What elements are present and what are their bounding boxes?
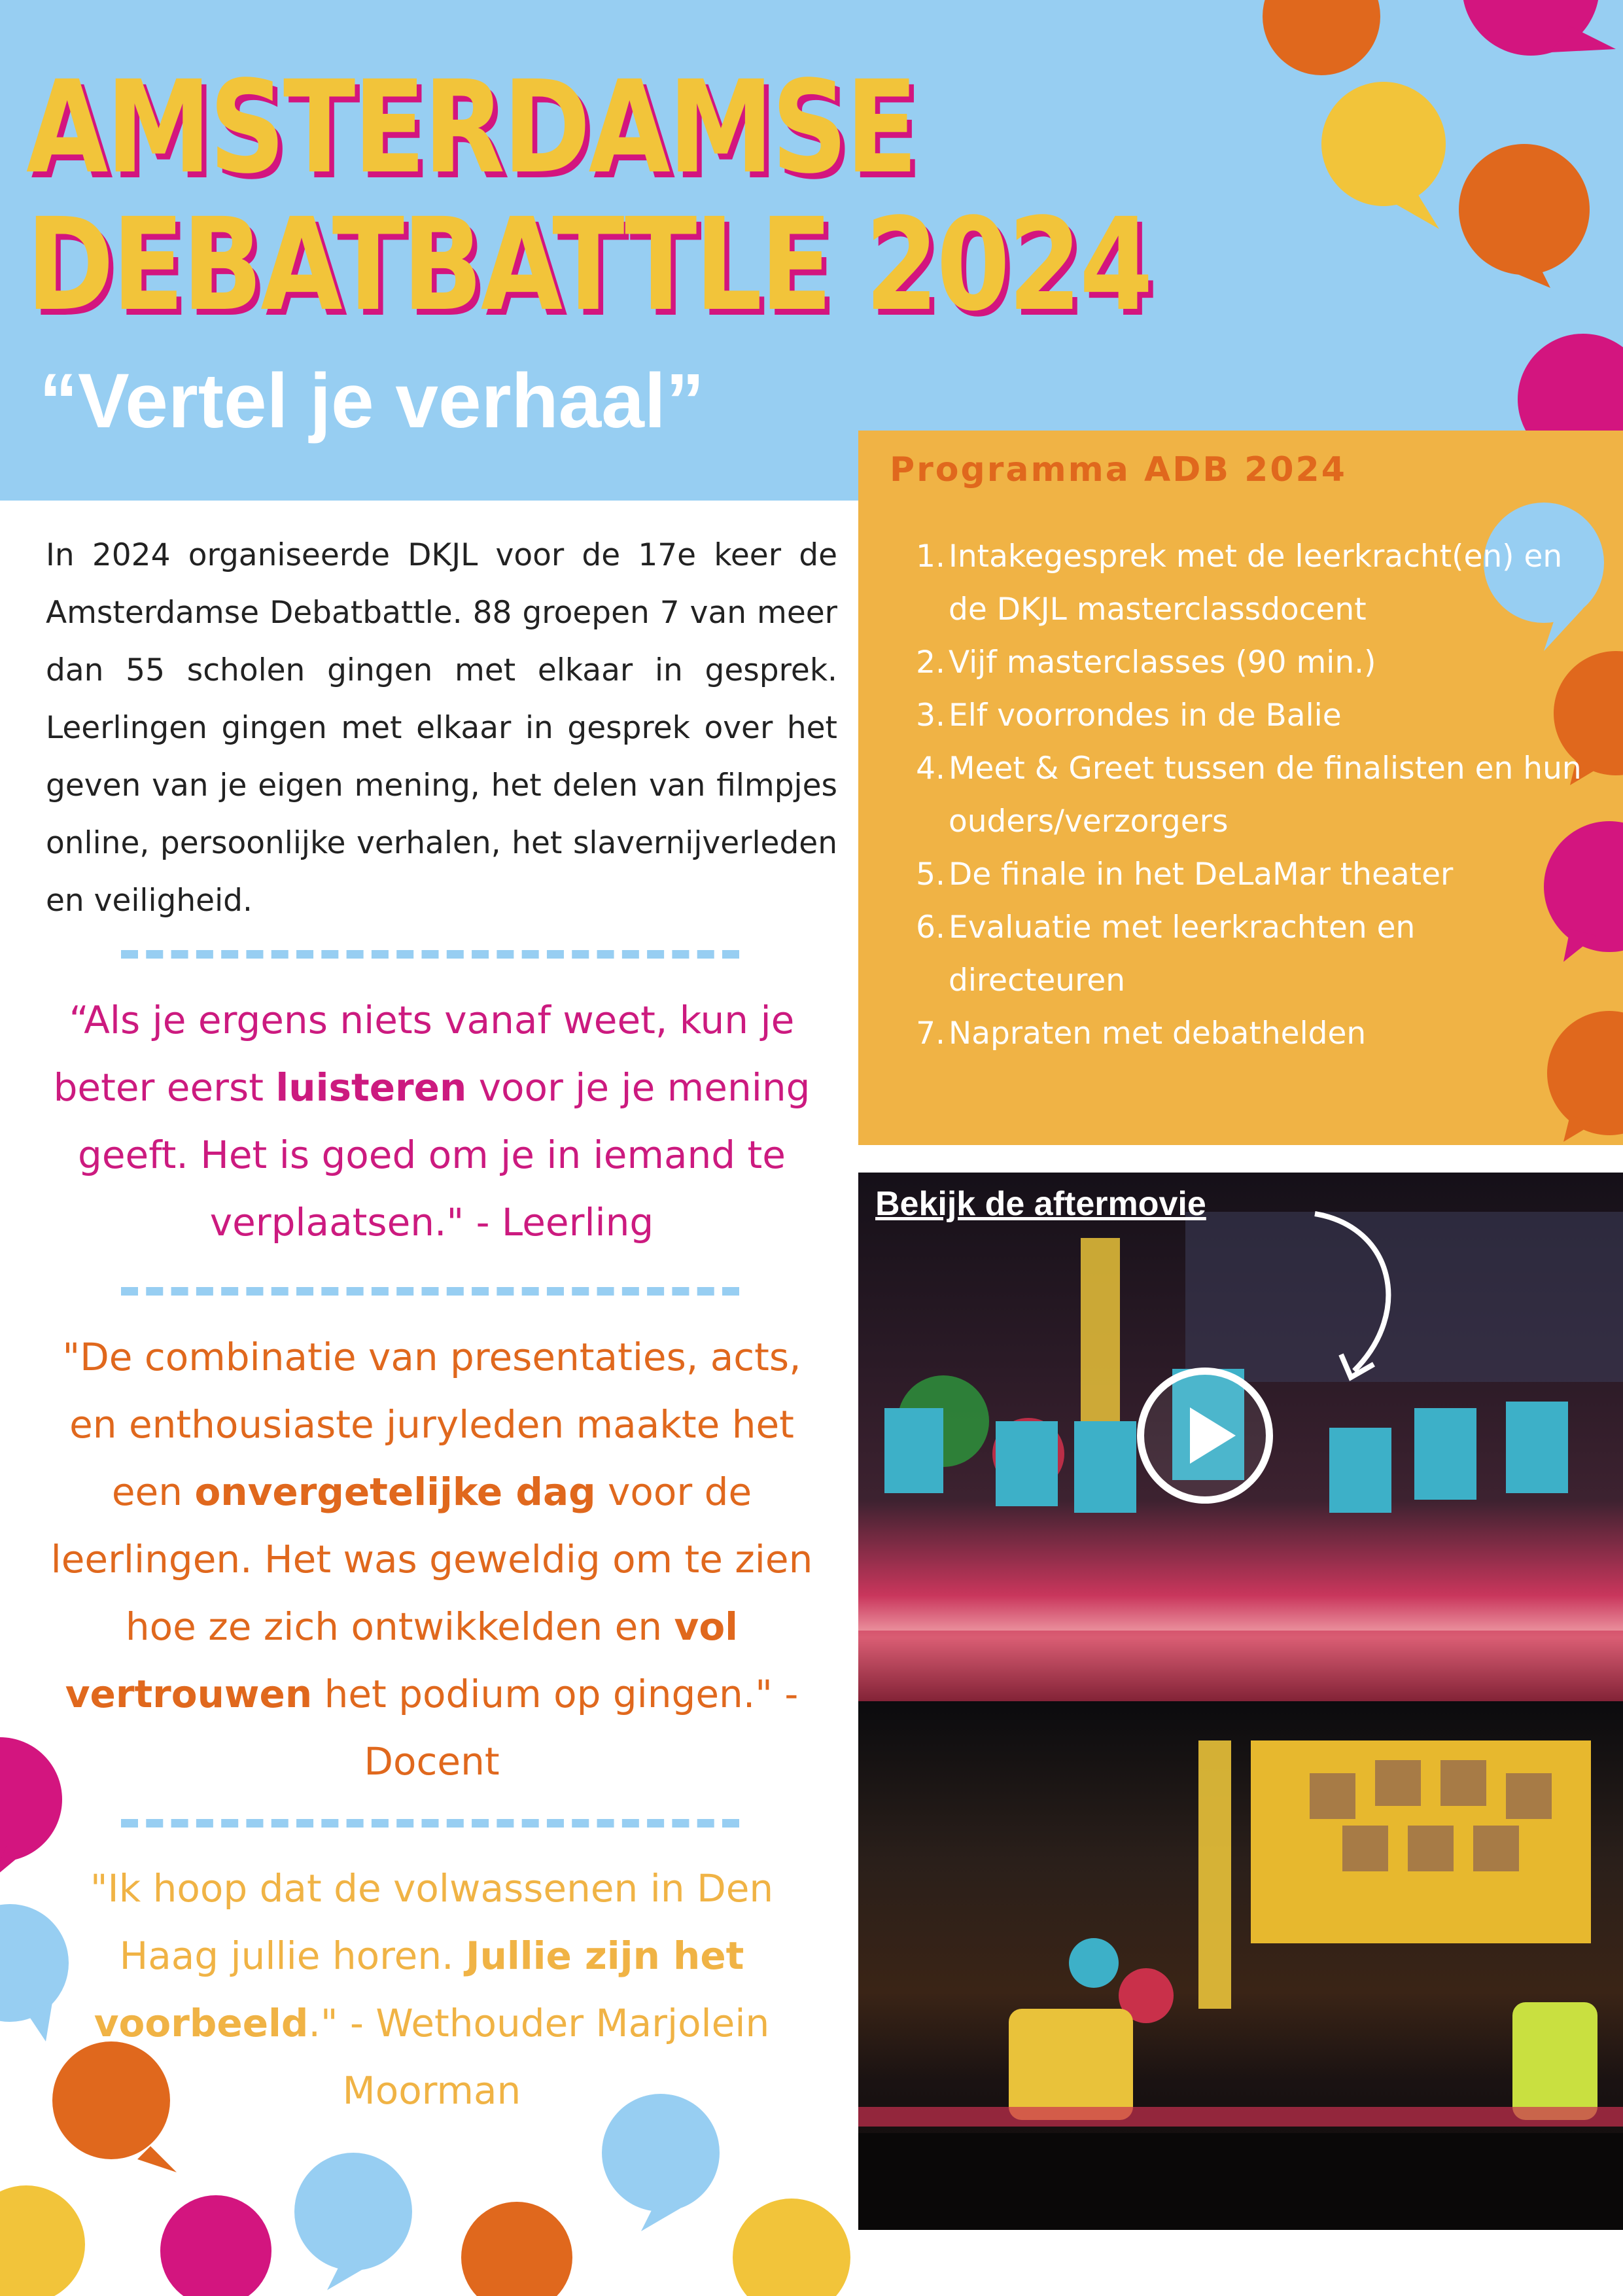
program-title: Programma ADB 2024 xyxy=(890,450,1347,489)
program-list xyxy=(896,530,1583,1060)
speech-bubble-icon xyxy=(0,1737,62,1878)
speech-bubble-icon xyxy=(602,2094,720,2231)
finale-photo-illustration xyxy=(858,1701,1623,2230)
play-icon xyxy=(1144,1375,1266,1496)
speech-bubble-icon xyxy=(160,2195,271,2296)
quote-text: “Als je ergens niets vanaf weet, kun je beter eerst xyxy=(53,998,795,1110)
quote-emphasis: Jullie zijn het voorbeeld xyxy=(94,1934,744,2045)
quote-text: ." - Wethouder Marjolein Moorman xyxy=(308,2001,770,2113)
program-item-number: 3. xyxy=(916,698,945,733)
program-item-text: Intakegesprek met de leerkracht(en) en de DKJL masterclassdocent xyxy=(949,539,1563,627)
title-line-1: AMSTERDAMSE xyxy=(26,53,916,202)
speech-bubble-icon xyxy=(733,2199,850,2296)
program-item-text: Elf voorrondes in de Balie xyxy=(949,698,1342,733)
program-item-text: Meet & Greet tussen de finalisten en hun ouders/verzorgers xyxy=(949,751,1582,839)
quote-emphasis: luisteren xyxy=(275,1065,467,1110)
program-item-number: 1. xyxy=(916,539,945,574)
speech-bubble-icon xyxy=(461,2202,572,2296)
speech-bubble-icon xyxy=(1462,0,1616,56)
dashed-divider xyxy=(121,1287,739,1296)
play-button[interactable] xyxy=(1137,1368,1273,1504)
subtitle: “Vertel je verhaal” xyxy=(39,358,705,444)
program-item xyxy=(896,530,1583,636)
speech-bubble-icon xyxy=(52,2041,177,2172)
speech-bubble-icon xyxy=(294,2153,412,2290)
finale-stage-photo xyxy=(858,1701,1623,2230)
quote-emphasis: onvergetelijke dag xyxy=(194,1470,596,1514)
program-item xyxy=(896,1007,1583,1060)
program-item-text: Vijf masterclasses (90 min.) xyxy=(949,645,1376,680)
program-item xyxy=(896,901,1583,1007)
program-item-text: Evaluatie met leerkrachten en directeuren xyxy=(949,910,1416,998)
program-item xyxy=(896,848,1583,901)
quote-text: het podium op gingen." - Docent xyxy=(312,1672,799,1784)
curved-arrow-icon xyxy=(1302,1201,1420,1390)
page-title xyxy=(26,53,1151,339)
speech-bubble-icon xyxy=(0,2185,85,2296)
program-item xyxy=(896,742,1583,848)
quote-text: "De combinatie van presentaties, acts, en enthousiaste juryleden maakte het een xyxy=(62,1335,801,1514)
speech-bubble-icon xyxy=(1263,0,1380,75)
quote-text: voor je je mening geeft. Het is goed om je in iemand te verplaatsen." - Leerling xyxy=(78,1065,811,1245)
aftermovie-link[interactable]: Bekijk de aftermovie xyxy=(875,1185,1206,1223)
program-item-number: 7. xyxy=(916,1016,945,1051)
quote-text: "Ik hoop dat de volwassenen in Den Haag jullie horen. xyxy=(90,1866,774,1978)
speech-bubble-icon xyxy=(1321,82,1446,229)
program-item-number: 2. xyxy=(916,645,945,680)
quote-leerling xyxy=(46,987,818,1256)
program-item xyxy=(896,636,1583,689)
program-item-number: 6. xyxy=(916,910,945,945)
speech-bubble-icon xyxy=(1459,144,1590,288)
program-item-number: 4. xyxy=(916,751,945,786)
speech-bubbles-bottom-decoration xyxy=(0,1714,858,2296)
intro-paragraph: In 2024 organiseerde DKJL voor de 17e keer de Amsterdamse Debatbattle. 88 groepen 7 van meer dan 55 scholen gingen met elkaar in gesprek. Leerlingen gingen met elkaar in gesprek over het geven van je eigen mening, het delen van filmpjes online, persoonlijke verhalen, het slavernijverleden en veiligheid. xyxy=(46,537,837,919)
quote-text: voor de leerlingen. Het was geweldig om te zien hoe ze zich ontwikkelden en xyxy=(50,1470,813,1649)
program-item xyxy=(896,689,1583,742)
dashed-divider xyxy=(121,950,739,959)
program-item-text: De finale in het DeLaMar theater xyxy=(949,857,1454,892)
title-line-2: DEBATBATTLE 2024 xyxy=(26,190,1151,339)
program-item-text: Napraten met debathelden xyxy=(949,1016,1367,1051)
speech-bubble-icon xyxy=(0,1904,69,2041)
program-item-number: 5. xyxy=(916,857,945,892)
quote-emphasis: vol vertrouwen xyxy=(65,1604,739,1716)
